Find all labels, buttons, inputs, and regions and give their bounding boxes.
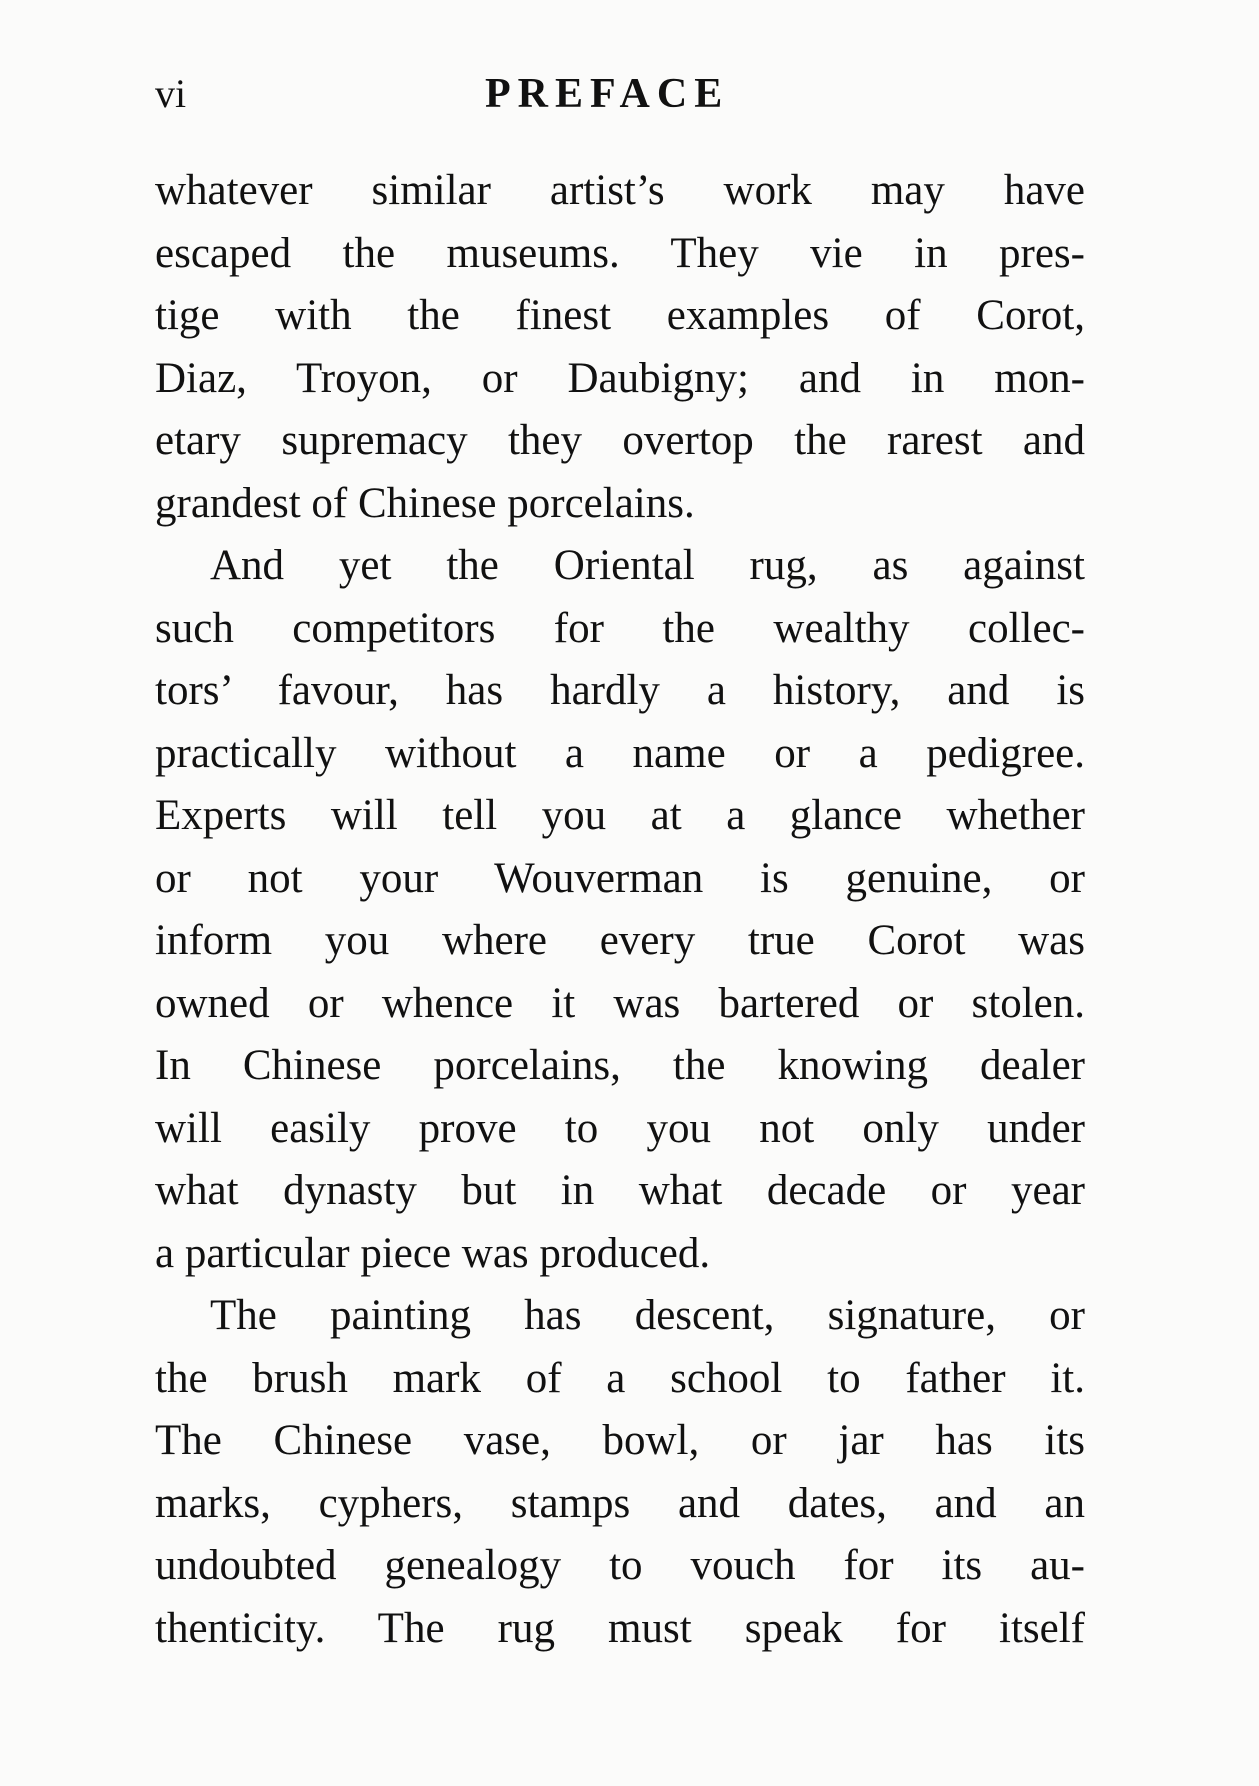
text-line: a particular piece was produced. xyxy=(155,1229,711,1277)
page-header xyxy=(155,64,1085,124)
text-line: grandest of Chinese porcelains. xyxy=(155,479,695,527)
text-line: escaped the museums. They vie in pres- xyxy=(155,229,1085,277)
page-number: vi xyxy=(155,71,187,116)
text-line: In Chinese porcelains, the knowing dealer xyxy=(155,1042,1085,1089)
text-line: etary supremacy they overtop the rarest and xyxy=(155,417,1085,464)
text-line: And yet the Oriental rug, as against xyxy=(210,542,1085,589)
text-line: tors’ favour, has hardly a history, and is xyxy=(155,667,1085,714)
text-line: owned or whence it was bartered or stolen. xyxy=(155,979,1085,1027)
body-text xyxy=(155,160,1085,1660)
text-line: marks, cyphers, stamps and dates, and an xyxy=(155,1479,1085,1527)
text-line: will easily prove to you not only under xyxy=(155,1104,1085,1152)
text-line: The painting has descent, signature, or xyxy=(210,1292,1085,1339)
text-line: practically without a name or a pedigree. xyxy=(155,729,1085,777)
running-title: PREFACE xyxy=(485,71,730,117)
text-line: thenticity. The rug must speak for itself xyxy=(155,1604,1085,1652)
text-line: Experts will tell you at a glance whether xyxy=(155,792,1085,839)
text-line: the brush mark of a school to father it. xyxy=(155,1354,1085,1402)
text-line: The Chinese vase, bowl, or jar has its xyxy=(155,1417,1085,1464)
text-line: or not your Wouverman is genuine, or xyxy=(155,854,1085,902)
text-line: inform you where every true Corot was xyxy=(155,917,1085,964)
text-line: undoubted genealogy to vouch for its au- xyxy=(155,1542,1085,1589)
text-line: what dynasty but in what decade or year xyxy=(155,1167,1085,1214)
text-line: tige with the finest examples of Corot, xyxy=(155,292,1085,339)
text-line: whatever similar artist’s work may have xyxy=(155,167,1085,214)
text-line: Diaz, Troyon, or Daubigny; and in mon- xyxy=(155,354,1085,402)
text-line: such competitors for the wealthy collec- xyxy=(155,604,1085,652)
